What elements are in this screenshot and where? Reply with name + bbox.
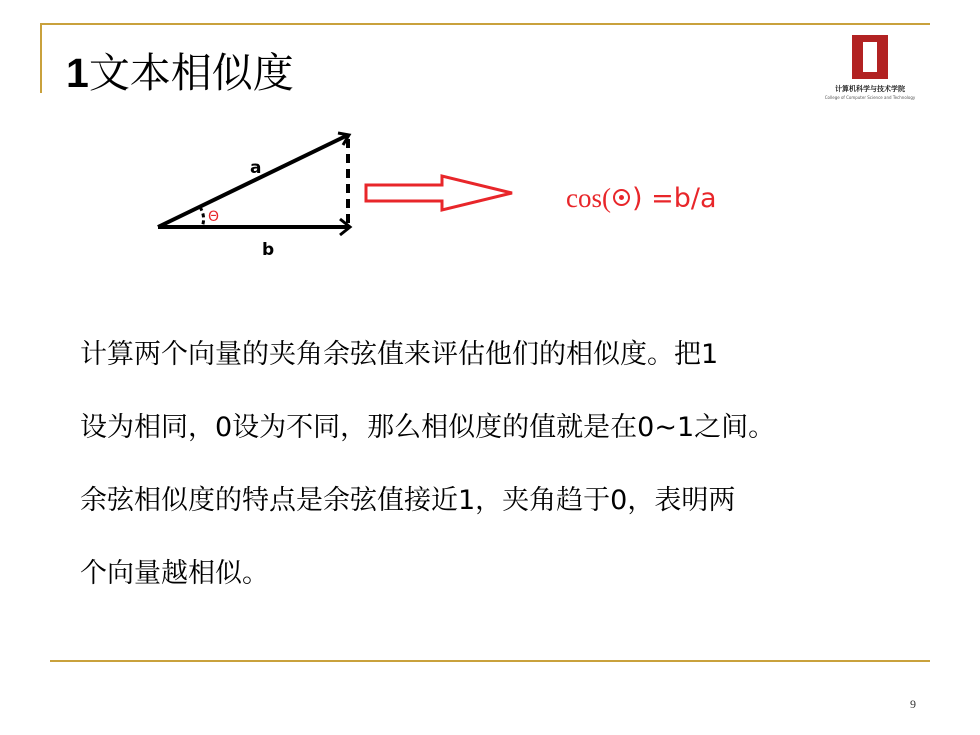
university-logo	[810, 32, 930, 128]
label-theta: Θ	[208, 209, 220, 225]
page-number: 9	[910, 697, 916, 711]
vector-a-line	[158, 135, 348, 227]
paragraph-line: 计算两个向量的夹角余弦值来评估他们的相似度。把1	[80, 339, 719, 370]
label-b: b	[262, 240, 275, 260]
theta-symbol-icon	[613, 189, 630, 206]
logo-subtitle: College of Computer Science and Technology	[824, 95, 916, 100]
logo-mark-icon	[810, 32, 930, 82]
angle-arc	[200, 207, 204, 227]
body-paragraph	[80, 330, 940, 622]
logo-name: 计算机科学与技术学院	[835, 85, 905, 93]
cosine-formula	[566, 183, 717, 214]
bottom-divider	[50, 660, 930, 662]
left-border	[40, 23, 42, 93]
label-a: a	[250, 158, 262, 178]
paragraph-line: 设为相同，0设为不同，那么相似度的值就是在0~1之间。	[80, 412, 776, 443]
implies-arrow-icon	[362, 168, 522, 218]
paragraph-line: 个向量越相似。	[80, 558, 269, 589]
slide-title	[66, 46, 294, 100]
formula-suffix: ) =b/a	[631, 183, 717, 214]
paragraph-line: 余弦相似度的特点是余弦值接近1，夹角趋于0，表明两	[80, 485, 736, 516]
formula-prefix: cos(	[566, 183, 611, 213]
title-number: 1	[66, 50, 89, 96]
top-border	[40, 23, 930, 25]
vector-triangle-diagram	[150, 125, 370, 265]
title-text: 文本相似度	[88, 49, 294, 97]
